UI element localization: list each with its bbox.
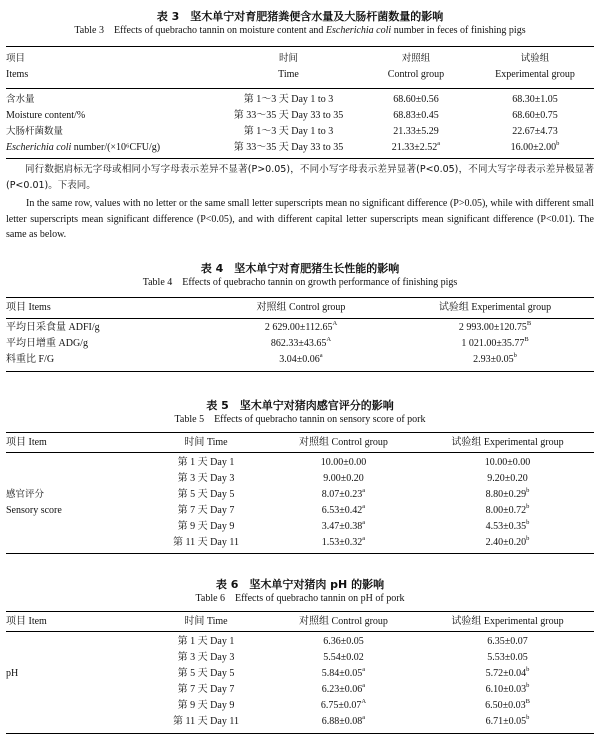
time-cell: 第 9 天 Day 9 (177, 700, 235, 711)
note-en: In the same row, values with no letter or the same small letter superscripts mean no significant difference (P>0.05), while with different small letter superscripts mean significant difference (P<0.05), and with different capital letter superscripts mean significant difference (P<0.01). The same as below. (6, 198, 594, 240)
control-cell: 68.60±0.56 (393, 94, 439, 105)
header-control-zh: 对照组 (401, 53, 431, 64)
item-cell (6, 535, 146, 551)
time-cell: 第 5 天 Day 5 (177, 489, 235, 500)
time-cell: 第 1～3 天 Day 1 to 3 (243, 94, 334, 105)
time-cell: 第 1 天 Day 1 (177, 636, 235, 647)
time-cell: 第 11 天 Day 11 (173, 716, 239, 727)
time-cell: 第 3 天 Day 3 (177, 652, 235, 663)
control-cell: 5.84±0.05$^a$ (321, 666, 366, 679)
table3-caption (6, 10, 594, 38)
exp-cell: 1 $021.00\pm 35.77^B$ (461, 336, 529, 349)
header-time: 时间 Time (184, 616, 228, 627)
table6-header (6, 614, 594, 630)
control-cell: 68.83±0.45 (393, 110, 439, 121)
table5-title-en: Table 5 Effects of quebracho tannin on sensory score of pork (174, 414, 426, 425)
table-row (6, 666, 594, 682)
item-cell: 平均日采食量 ADFI/g (6, 322, 100, 333)
note-zh: 同行数据肩标无字母或相同小写字母表示差异不显著(P>0.05)，不同小写字母表示差异显著(P<0.05)，不同大写字母表示差异极显著(P<0.01)。下表同。 (6, 164, 594, 191)
header-control: 对照组 Control group (256, 302, 346, 313)
table4-top-rule (6, 297, 594, 298)
exp-cell: 22.67±4.73 (512, 126, 558, 137)
time-cell: 第 3 天 Day 3 (177, 473, 235, 484)
item-cell-zh: 感官评分 (6, 489, 45, 500)
table-row (6, 352, 594, 368)
item-cell (6, 519, 146, 535)
table4-header-rule (6, 318, 594, 319)
exp-cell: 10.00±0.00 (484, 457, 531, 468)
item-cell: Moisture content/% (6, 110, 86, 121)
item-cell: 料重比 F/G (6, 354, 55, 365)
item-cell (6, 455, 146, 471)
table-row (6, 535, 594, 551)
control-cell: 21.33±5.29 (393, 126, 439, 137)
table-row (6, 503, 594, 519)
control-cell: 5.54±0.02 (323, 652, 364, 663)
table-row (6, 698, 594, 714)
header-control-en: Control group (387, 69, 445, 80)
control-cell: $6.75\pm 0.07^A$ (320, 698, 367, 711)
table3-bottom-rule (6, 158, 594, 159)
item-cell: 平均日增重 ADG/g (6, 338, 88, 349)
control-cell: 6.53±0.42$^a$ (321, 503, 366, 516)
exp-cell: 6.10±0.03$^b$ (485, 682, 530, 695)
exp-cell: 4.53±0.35$^b$ (485, 519, 530, 532)
table-row (6, 682, 594, 698)
exp-cell: 9.20±0.20 (487, 473, 528, 484)
exp-cell: 6.71±0.05$^b$ (485, 714, 530, 727)
table3-header-row-zh (6, 51, 594, 67)
exp-cell: 5.72±0.04$^b$ (485, 666, 530, 679)
time-cell: 第 7 天 Day 7 (177, 684, 235, 695)
table4-caption (6, 262, 594, 290)
time-cell: 第 33～35 天 Day 33 to 35 (233, 110, 344, 121)
control-cell: 1.53±0.32$^a$ (321, 535, 366, 548)
table6-top-rule (6, 611, 594, 612)
time-cell: 第 1 天 Day 1 (177, 457, 235, 468)
table5-header-rule (6, 452, 594, 453)
table-row (6, 124, 594, 140)
item-cell-en: Sensory score (6, 505, 62, 516)
time-cell: 第 11 天 Day 11 (173, 537, 239, 548)
table-row (6, 108, 594, 124)
header-exp: 试验组 Experimental group (451, 437, 564, 448)
control-cell: 21.33±2.52$^a$ (391, 140, 441, 153)
table-row (6, 140, 594, 156)
time-cell: 第 5 天 Day 5 (177, 668, 235, 679)
time-cell: 第 1～3 天 Day 1 to 3 (243, 126, 334, 137)
control-cell: 8.07±0.23$^a$ (321, 487, 366, 500)
table5-header-row (6, 435, 594, 451)
control-cell: 6.88±0.08$^a$ (321, 714, 366, 727)
item-cell-ph: pH (6, 668, 19, 679)
exp-cell: 68.60±0.75 (512, 110, 558, 121)
table3-notes (6, 162, 594, 243)
exp-cell: $6.50\pm 0.03^B$ (485, 698, 530, 711)
exp-cell: 8.00±0.72$^b$ (485, 503, 530, 516)
table-row (6, 487, 594, 503)
table4-header-row (6, 300, 594, 316)
header-time-zh: 时间 (278, 53, 298, 64)
table3-title-zh: 表 3 坚木单宁对育肥猪粪便含水量及大肠杆菌数量的影响 (156, 10, 444, 23)
table3-header-rule (6, 88, 594, 89)
table-row (6, 455, 594, 471)
table4-title-zh: 表 4 坚木单宁对育肥猪生长性能的影响 (200, 262, 400, 275)
table4-title-en: Table 4 Effects of quebracho tannin on growth performance of finishing pigs (142, 277, 458, 288)
table-row (6, 471, 594, 487)
item-cell (6, 634, 146, 650)
header-control: 对照组 Control group (299, 616, 388, 627)
time-cell: 第 33～35 天 Day 33 to 35 (233, 142, 344, 153)
header-exp: 试验组 Experimental group (438, 302, 552, 313)
table5-body (6, 455, 594, 551)
table4-header (6, 300, 594, 316)
table5-top-rule (6, 432, 594, 433)
control-cell: 9.00±0.20 (323, 473, 364, 484)
table6-caption (6, 578, 594, 606)
time-cell: 第 9 天 Day 9 (177, 521, 235, 532)
item-cell (6, 698, 146, 714)
item-cell (6, 714, 146, 730)
header-items-zh: 项目 (6, 53, 26, 64)
exp-cell: 6.35±0.07 (487, 636, 528, 647)
header-exp-zh: 试验组 (520, 53, 550, 64)
table4-bottom-rule (6, 371, 594, 372)
table4-body (6, 320, 594, 368)
exp-cell: 2.93±0.05$^b$ (473, 352, 517, 365)
item-cell (6, 650, 146, 666)
control-cell: 6.36±0.05 (323, 636, 364, 647)
exp-cell: 2.40±0.20$^b$ (485, 535, 530, 548)
table6-header-row (6, 614, 594, 630)
table5-bottom-rule (6, 553, 594, 554)
table-row (6, 634, 594, 650)
table-row (6, 336, 594, 352)
control-cell: 6.23±0.06$^a$ (321, 682, 366, 695)
control-cell: 3.04±0.06$^a$ (279, 352, 323, 365)
table3-header-row-en (6, 67, 594, 83)
table-row (6, 320, 594, 336)
table-row (6, 519, 594, 535)
item-cell (6, 682, 146, 698)
table-row (6, 92, 594, 108)
item-cell: 含水量 (6, 94, 35, 105)
header-exp: 试验组 Experimental group (451, 616, 564, 627)
header-item: 项目 Item (6, 437, 47, 448)
table6-bottom-rule (6, 733, 594, 734)
exp-cell: 2 $993.00\pm 120.75^B$ (458, 320, 532, 333)
header-control: 对照组 Control group (299, 437, 388, 448)
exp-cell: 68.30±1.05 (512, 94, 558, 105)
header-items: 项目 Items (6, 302, 51, 313)
header-time: 时间 Time (184, 437, 228, 448)
table5-caption (6, 399, 594, 427)
header-time-en: Time (278, 69, 299, 80)
table3 (6, 51, 594, 83)
table6-header-rule (6, 631, 594, 632)
item-cell: 大肠杆菌数量 (6, 126, 64, 137)
table6-title-en: Table 6 Effects of quebracho tannin on pH of pork (195, 593, 405, 604)
item-cell: Escherichia coli number/(×10⁶CFU/g) (6, 142, 161, 153)
control-cell: $862.33\pm 43.65^A$ (270, 336, 332, 349)
header-items-en: Items (6, 69, 29, 80)
control-cell: 3.47±0.38$^a$ (321, 519, 366, 532)
control-cell: 10.00±0.00 (320, 457, 367, 468)
table6-body (6, 634, 594, 730)
table-row (6, 714, 594, 730)
header-exp-en: Experimental group (495, 69, 575, 80)
control-cell: 2 $629.00\pm 112.65^A$ (264, 320, 338, 333)
table3-body (6, 92, 594, 156)
time-cell: 第 7 天 Day 7 (177, 505, 235, 516)
exp-cell: 16.00±2.00$^b$ (510, 140, 560, 153)
item-cell (6, 471, 146, 487)
table3-title-en: Table 3 Effects of quebracho tannin on moisture content and Escherichia coli number in feces of finishing pigs (74, 25, 526, 36)
table-row (6, 650, 594, 666)
table5-header (6, 435, 594, 451)
exp-cell: 5.53±0.05 (487, 652, 528, 663)
exp-cell: 8.80±0.29$^b$ (485, 487, 530, 500)
table6-title-zh: 表 6 坚木单宁对猪肉 pH 的影响 (215, 578, 385, 591)
table5-title-zh: 表 5 坚木单宁对猪肉感官评分的影响 (206, 399, 394, 412)
table3-top-rule (6, 46, 594, 47)
header-item: 项目 Item (6, 616, 47, 627)
